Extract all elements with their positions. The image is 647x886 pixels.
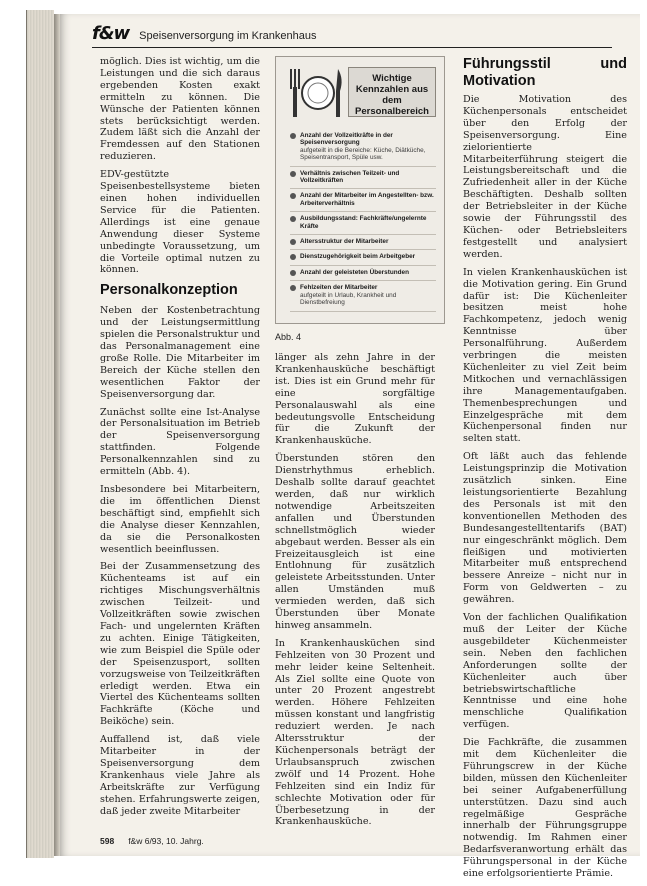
paragraph: möglich. Dies ist wichtig, um die Leistungen und die sich daraus ergebenden Kosten exakt ermitteln zu können. Die Wünsche der Patienten können stets berücksichtigt werden. Zudem läßt sich die Anzahl der Fremdessen auf den Stationen reduzieren. bbox=[100, 56, 260, 163]
figure-item-text bbox=[300, 132, 436, 162]
paragraph: Insbesondere bei Mitarbeitern, die im öffentlichen Dienst beschäftigt sind, empfiehlt sich die Analyse dieser Kennzahlen, da sie die Personalkosten wesentlich beeinflussen. bbox=[100, 484, 260, 555]
paragraph: In vielen Krankenhausküchen ist die Motivation gering. Ein Grund dafür ist: Die Küchenleiter besitzen meist hohe Fachkompetenz, jedoch wenig Kenntnisse über Personalführung. Außerdem verbringen die meisten Küchenleiter zu viel Zeit beim Mitkochen und vernachlässigen ihre Managementaufgaben. Themenbesprechungen und Einzelgespräche mit dem Küchenpersonal finden nur selten statt. bbox=[463, 266, 627, 445]
bullet-icon bbox=[290, 285, 296, 291]
bullet-icon bbox=[290, 270, 296, 276]
figure-item-main: Dienstzugehörigkeit beim Arbeitgeber bbox=[300, 253, 416, 261]
page-footer bbox=[100, 836, 204, 846]
paragraph: Neben der Kostenbetrachtung und der Leistungsermittlung spielen die Personalstruktur und das Personalmanagement eine große Rolle. Die Mitarbeiter im Bereich der Küche stellen den wesentlichen Faktor der Speisenversorgung dar. bbox=[100, 305, 260, 400]
figure-list-item bbox=[290, 212, 436, 235]
figure-item-main: Anzahl der geleisteten Überstunden bbox=[300, 268, 410, 276]
figure-item-text bbox=[300, 215, 436, 230]
column-middle bbox=[275, 352, 435, 834]
figure-item-text bbox=[300, 253, 415, 260]
figure-item-sub: aufgeteilt in die Bereiche: Küche, Diätküche, Speisentransport, Spüle usw. bbox=[300, 146, 426, 162]
column-left bbox=[100, 56, 260, 823]
bullet-icon bbox=[290, 171, 296, 177]
issue-info: f&w 6/93, 10. Jahrg. bbox=[128, 836, 204, 846]
figure-item-text bbox=[300, 170, 436, 185]
paragraph: Zunächst sollte eine Ist-Analyse der Personalsituation im Betrieb der Speisenversorgung stattfinden. Folgende Personalkennzahlen sind zu ermitteln (Abb. 4). bbox=[100, 406, 260, 478]
paragraph: In Krankenhausküchen sind Fehlzeiten von 30 Prozent und mehr leider keine Seltenheit. Als Ziel sollte eine Quote von unter 20 Prozent angestrebt werden. Höhere Fehlzeiten müssen konstant und langfristig reduziert werden. Je nach Altersstruktur der Küchenpersonals beträgt der Urlaubsanspruch zwischen zwölf und 14 Prozent. Hohe Fehlzeiten sind ein Indiz für schlechte Motivation oder für Überbesetzung in der Krankenhausküche. bbox=[275, 637, 435, 828]
figure-list-item bbox=[290, 129, 436, 167]
paragraph: Oft läßt auch das fehlende Leistungsprinzip die Motivation zusätzlich sinken. Eine leistungsorientierte Bezahlung des Personals ist mit den konventionellen Methoden des Bundesangestelltentarifs (BAT) nur eingeschränkt möglich. Dem fleißigen und motivierten Mitarbeiter muß entsprechend bessere Anreize – nicht nur in Form von Geldwerten – zu gewähren. bbox=[463, 451, 627, 606]
paragraph: Auffallend ist, daß viele Mitarbeiter in der Speisenversorgung dem Krankenhaus viele Jahre als Arbeitskräfte zur Verfügung stehen. Erfahrungswerte zeigen, daß jeder zweite Mitarbeiter bbox=[100, 734, 260, 817]
figure-list-item bbox=[290, 189, 436, 212]
figure-list bbox=[290, 129, 436, 312]
paragraph: länger als zehn Jahre in der Krankenhausküche beschäftigt ist. Dies ist ein Grund mehr für eine sorgfältige Personalauswahl als eine bedeutungsvolle Entscheidung für die Zukunft der Krankenhausküche. bbox=[275, 352, 435, 447]
figure-caption: Abb. 4 bbox=[275, 332, 302, 342]
figure-list-item bbox=[290, 266, 436, 281]
paragraph: Die Motivation des Küchenpersonals entscheidet über den Erfolg der Speisenversorgung. Eine zielorientierte Mitarbeiterführung steigert die Leistungsbereitschaft und die Zufriedenheit aller in der Küche Beschäftigten. Deshalb sollten der Betriebsleiter in der Küche sowie der Führungsstil des Küchen- oder Betriebsleiters festgestellt und analysiert werden. bbox=[463, 94, 627, 260]
bullet-icon bbox=[290, 254, 296, 260]
figure-item-main: Anzahl der Mitarbeiter im Angestellten- bzw. Arbeiterverhältnis bbox=[300, 192, 434, 207]
figure-list-item bbox=[290, 167, 436, 190]
figure-item-sub: aufgeteilt in Urlaub, Krankheit und Dienstbefreiung bbox=[300, 291, 397, 307]
paragraph: Bei der Zusammensetzung des Küchenteams ist auf ein richtiges Mischungsverhältnis zwischen Teilzeit- und Vollzeitkräften sowie zwischen Fach- und ungelernten Kräften zu achten. Einige Tätigkeiten, wie zum Beispiel die Spüle oder der Speisenzusport, sollten vorzugsweise von Teilzeitkräften erledigt werden. Etwa ein Viertel des Küchenteams sollten Fachkräfte (Köche und Beiköche) sein. bbox=[100, 561, 260, 728]
figure-item-text bbox=[300, 269, 409, 276]
figure-list-item bbox=[290, 235, 436, 250]
figure-item-main: Ausbildungsstand: Fachkräfte/ungelernte Kräfte bbox=[300, 215, 427, 230]
bullet-icon bbox=[290, 193, 296, 199]
running-head: Speisenversorgung im Krankenhaus bbox=[139, 30, 317, 42]
figure-item-main: Anzahl der Vollzeitkräfte in der Speisenversorgung bbox=[300, 132, 393, 147]
section-heading-personalkonzeption: Personalkonzeption bbox=[100, 282, 238, 299]
figure-item-text bbox=[300, 192, 436, 207]
paragraph: Überstunden stören den Dienstrhythmus erheblich. Deshalb sollte darauf geachtet werden, daß nur wirklich notwendige Arbeitszeiten anfallen und Überstunden schnellstmöglich wieder abgebaut werden. Besser als ein Freizeitausgleich ist eine Entlohnung für zusätzlich geleistete Arbeitsstunden. Unter allen Umständen muß vermieden werden, daß sich Überstunden über Monate hinweg ansammeln. bbox=[275, 453, 435, 631]
page-stack bbox=[26, 10, 54, 858]
magazine-page bbox=[60, 14, 640, 880]
page-header bbox=[92, 20, 612, 48]
section-heading-fuehrungsstil: Führungsstil und Motivation bbox=[463, 56, 627, 89]
plate-cutlery-icon bbox=[286, 65, 346, 121]
bullet-icon bbox=[290, 216, 296, 222]
paragraph: EDV-gestützte Speisenbestellsysteme bieten einen hohen individuellen Service für die Patienten. Allerdings ist eine genaue Anwendung dieser Systeme unbedingte Voraussetzung, um die Vorteile optimal nutzen zu können. bbox=[100, 169, 260, 276]
figure-title: Wichtige Kennzahlen aus dem Personalbereich bbox=[348, 67, 436, 117]
figure-item-text bbox=[300, 238, 388, 245]
bullet-icon bbox=[290, 239, 296, 245]
paragraph: Von der fachlichen Qualifikation muß der Leiter der Küche ausgebildeter Küchenmeister sein. Neben den fachlichen Anforderungen sollte der Küchenleiter auch über betriebswirtschaftliche Kenntnisse und eine hohe menschliche Qualifikation verfügen. bbox=[463, 612, 627, 731]
bullet-icon bbox=[290, 133, 296, 139]
page-number: 598 bbox=[100, 836, 115, 846]
figure-kennzahlen bbox=[275, 56, 445, 324]
figure-list-item bbox=[290, 250, 436, 265]
column-right bbox=[463, 56, 627, 886]
figure-list-item bbox=[290, 281, 436, 311]
figure-item-main: Altersstruktur der Mitarbeiter bbox=[300, 238, 389, 246]
figure-item-text bbox=[300, 284, 436, 306]
figure-item-main: Verhältnis zwischen Teilzeit- und Vollzeitkräften bbox=[300, 169, 400, 185]
figure-item-main: Fehlzeiten der Mitarbeiter bbox=[300, 284, 378, 292]
magazine-logo: f&w bbox=[92, 23, 130, 44]
paragraph: Die Fachkräfte, die zusammen mit dem Küchenleiter die Führungscrew in der Küche bilden, müssen den Küchenleiter bei seiner Aufgabenerfüllung unterstützen. Dazu sind auch regelmäßige Gespräche innerhalb der Führungsgruppe notwendig. Im Rahmen einer Bedarfsveranwortung erhält das Führungspersonal in der Küche eine erfolgsorientierte Prämie. bbox=[463, 737, 627, 880]
